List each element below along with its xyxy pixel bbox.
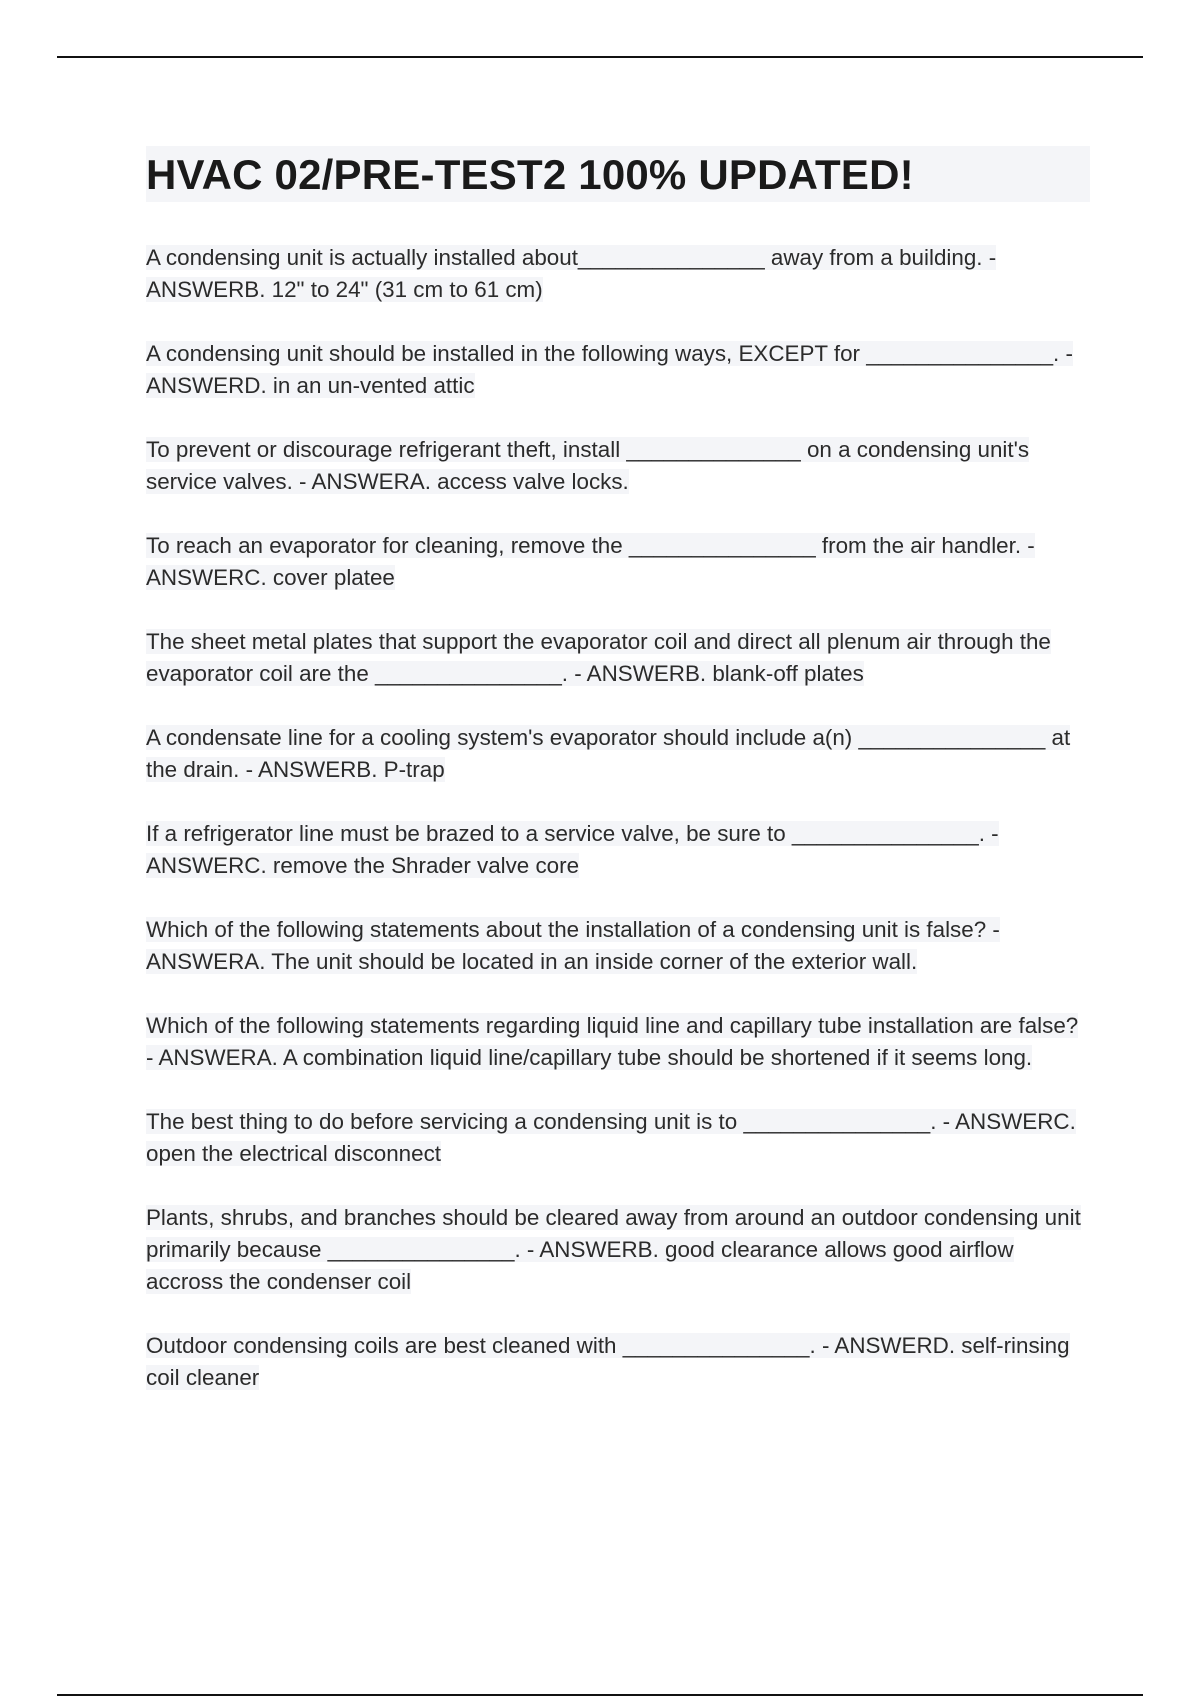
question-text: Outdoor condensing coils are best cleaned with _______________. - ANSWERD. self-rinsing coil cleaner <box>146 1333 1070 1390</box>
question-item-6 <box>146 722 1090 786</box>
question-item-4 <box>146 530 1090 594</box>
question-item-10 <box>146 1106 1090 1170</box>
question-item-3 <box>146 434 1090 498</box>
question-item-11 <box>146 1202 1090 1298</box>
question-text: To reach an evaporator for cleaning, remove the _______________ from the air handler. - ANSWERC. cover platee <box>146 533 1035 590</box>
top-rule <box>57 56 1143 58</box>
question-item-1 <box>146 242 1090 306</box>
question-text: A condensate line for a cooling system's evaporator should include a(n) _______________ at the drain. - ANSWERB. P-trap <box>146 725 1071 782</box>
question-list <box>146 242 1090 1394</box>
question-text: A condensing unit is actually installed about_______________ away from a building. - ANSWERB. 12" to 24" (31 cm to 61 cm) <box>146 245 997 302</box>
question-item-2 <box>146 338 1090 402</box>
question-item-12 <box>146 1330 1090 1394</box>
document-body <box>146 146 1090 1426</box>
question-text: A condensing unit should be installed in the following ways, EXCEPT for _______________. - ANSWERD. in an un-vented attic <box>146 341 1073 398</box>
question-item-7 <box>146 818 1090 882</box>
question-text: Which of the following statements about the installation of a condensing unit is false? - ANSWERA. The unit should be located in an inside corner of the exterior wall. <box>146 917 1000 974</box>
question-item-8 <box>146 914 1090 978</box>
question-text: To prevent or discourage refrigerant theft, install ______________ on a condensing unit's service valves. - ANSWERA. access valve locks. <box>146 437 1030 494</box>
question-text: If a refrigerator line must be brazed to a service valve, be sure to _______________. - ANSWERC. remove the Shrader valve core <box>146 821 999 878</box>
question-text: The best thing to do before servicing a condensing unit is to _______________. - ANSWERC. open the electrical disconnect <box>146 1109 1076 1166</box>
question-text: The sheet metal plates that support the evaporator coil and direct all plenum air through the evaporator coil are the _______________. - ANSWERB. blank-off plates <box>146 629 1051 686</box>
question-text: Which of the following statements regarding liquid line and capillary tube installation are false? - ANSWERA. A combination liquid line/capillary tube should be shortened if it seems long. <box>146 1013 1079 1070</box>
page-title: HVAC 02/PRE-TEST2 100% UPDATED! <box>146 146 1090 202</box>
question-text: Plants, shrubs, and branches should be cleared away from around an outdoor condensing unit primarily because _______________. - ANSWERB. good clearance allows good airflow accross the condenser coil <box>146 1205 1081 1294</box>
bottom-rule <box>57 1694 1143 1696</box>
question-item-9 <box>146 1010 1090 1074</box>
question-item-5 <box>146 626 1090 690</box>
